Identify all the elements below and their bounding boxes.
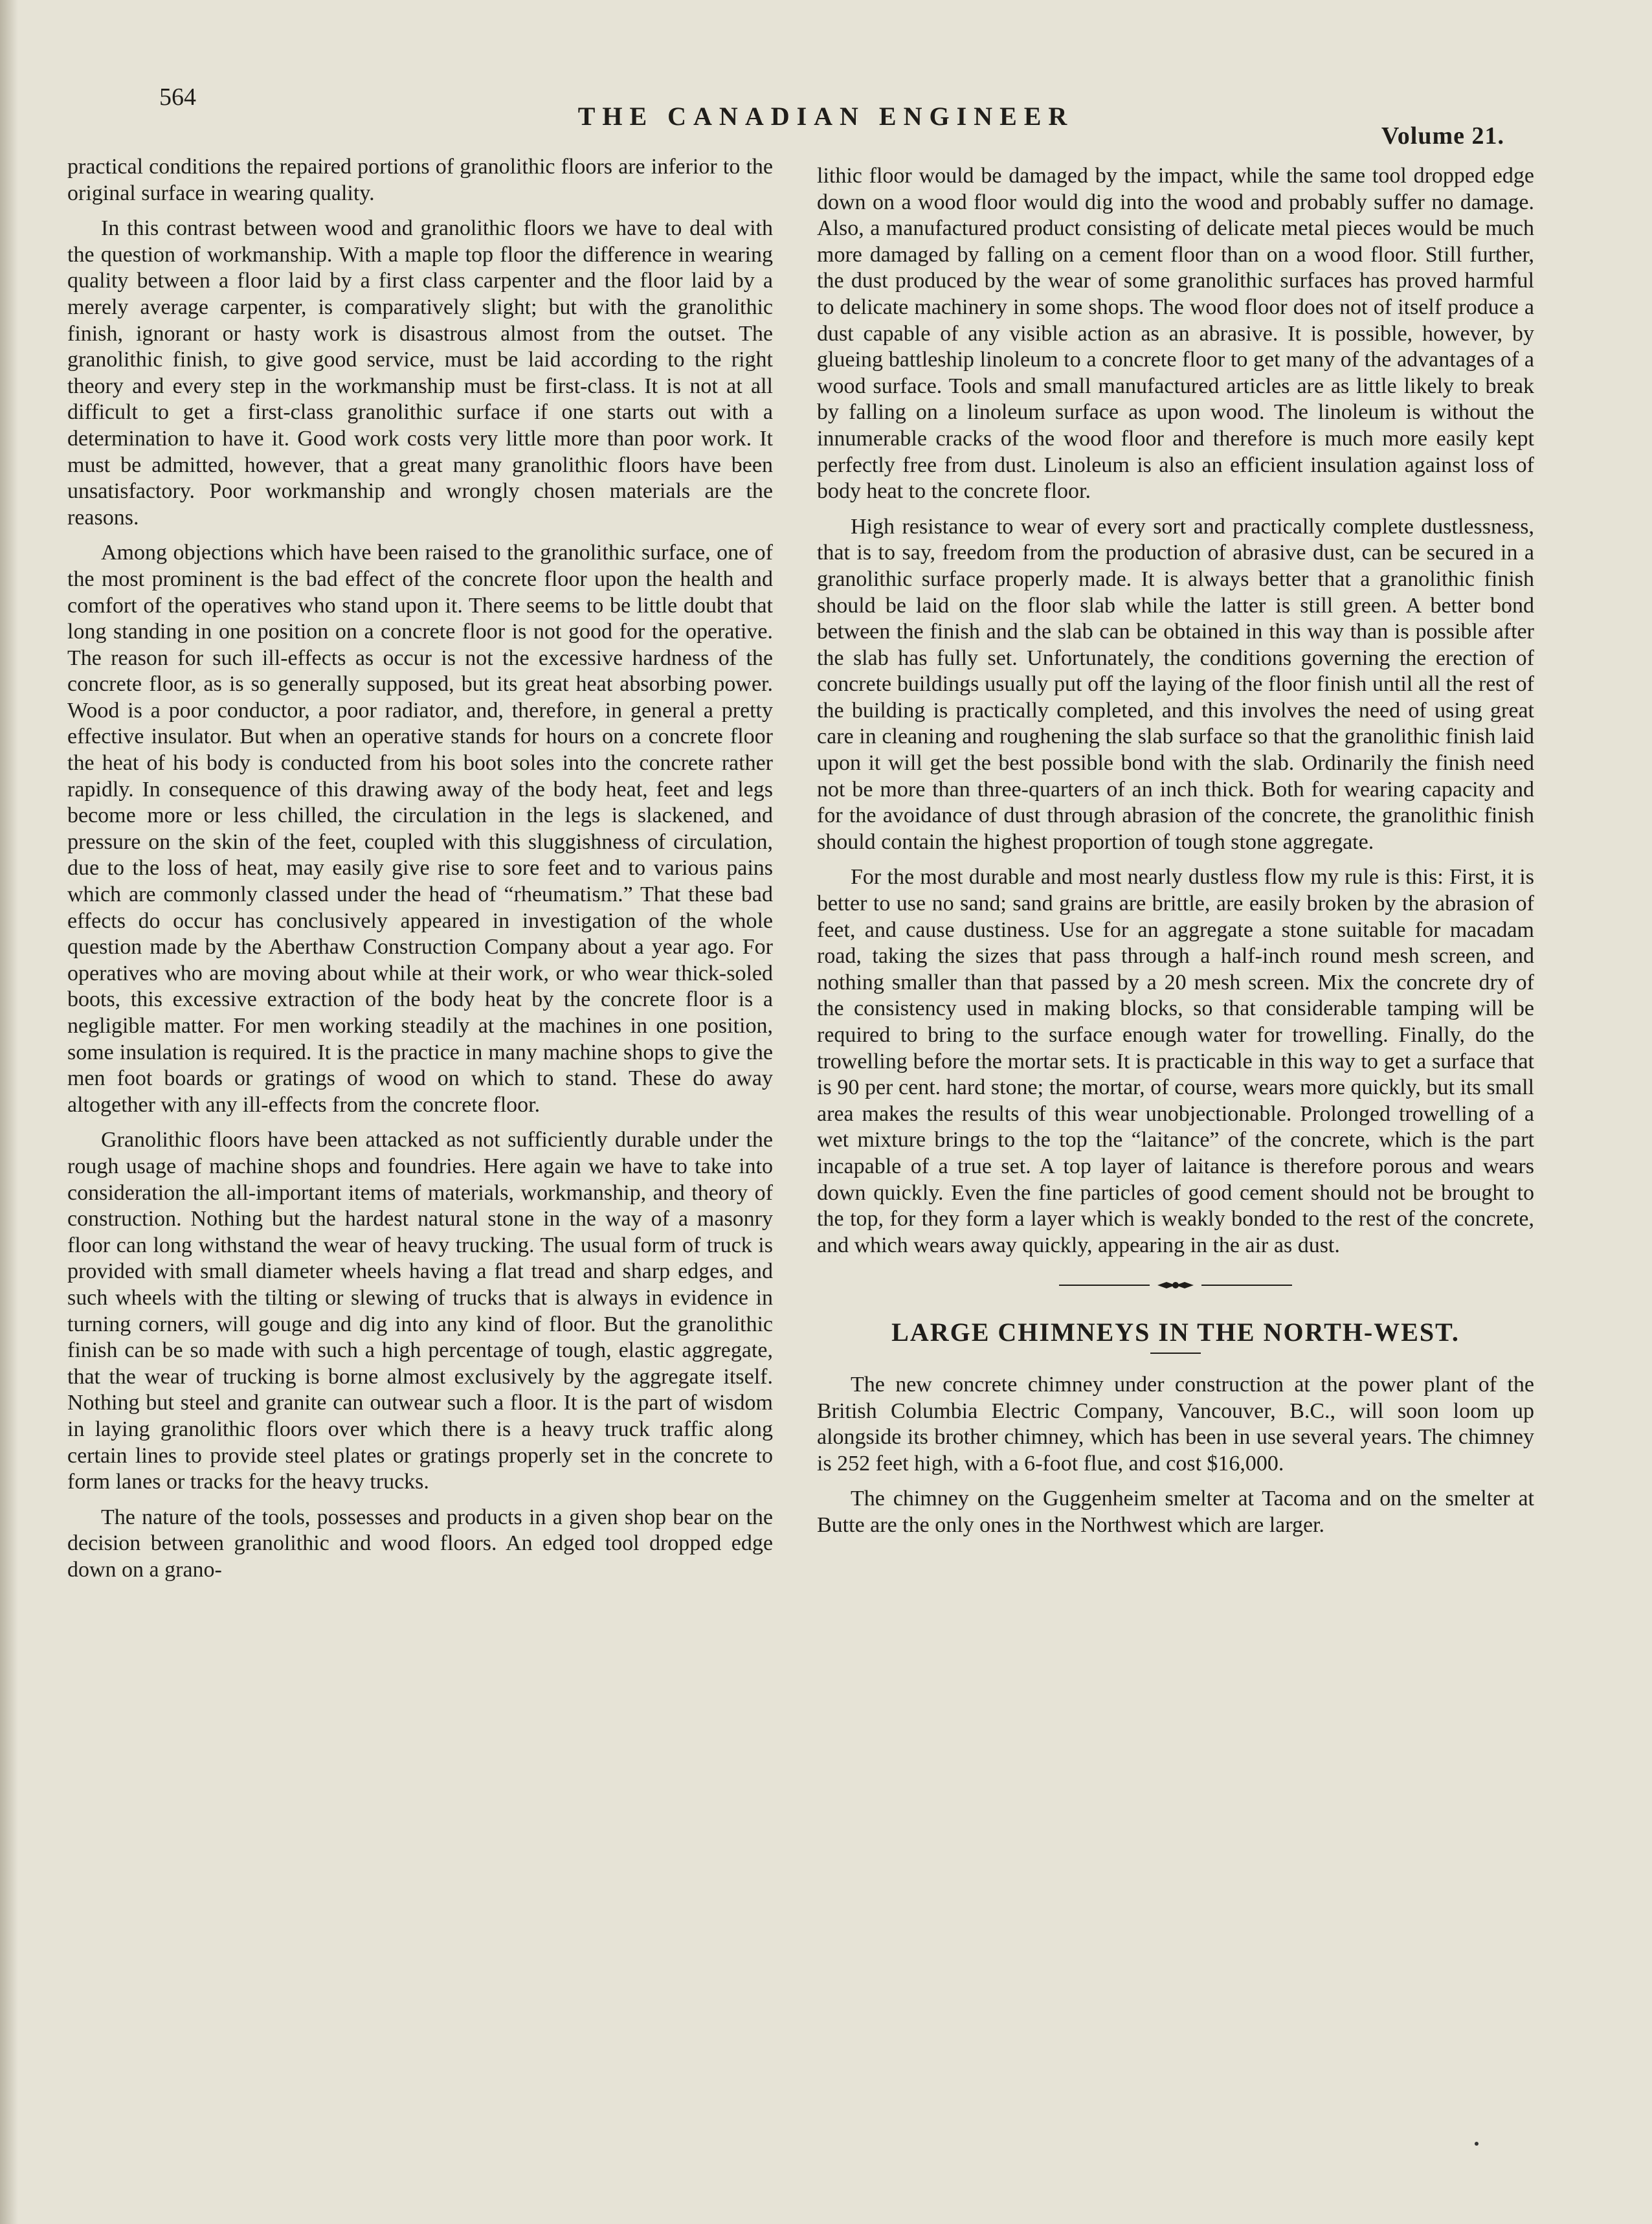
paragraph: In this contrast between wood and granolithic floors we have to deal with the question of workmanship. With a maple top floor the difference in wearing quality between a floor laid by a first class carpenter and the floor laid by a merely average carpenter, is comparatively slight; but with the granolithic finish, ignorant or hasty work is disastrous almost from the outset. The granolithic finish, to give good service, must be laid according to the right theory and every step in the workmanship must be first-class. It is not at all difficult to get a first-class granolithic surface if one starts out with a determination to have it. Good work costs very little more than poor work. It must be admitted, however, that a great many granolithic floors have been unsatisfactory. Poor workmanship and wrongly chosen materials are the reasons. (67, 216, 773, 530)
divider-ornament-icon (1156, 1281, 1195, 1290)
divider-line (1059, 1285, 1150, 1286)
paragraph: Among objections which have been raised to the granolithic surface, one of the most prominent is the bad effect of the concrete floor upon the health and comfort of the operatives who stand upon it. There seems to be little doubt that long standing in one position on a concrete floor is not good for the operative. The reason for such ill-effects as occur is not the excessive hardness of the concrete floor, as is so generally supposed, but its great heat absorbing power. Wood is a poor conductor, a poor radiator, and, therefore, in general a pretty effective insulator. But when an operative stands for hours on a concrete floor the heat of his body is conducted from his boot soles into the concrete rather rapidly. In consequence of this drawing away of the body heat, feet and legs become more or less chilled, the circulation in the legs is slackened, and pressure on the skin of the feet, coupled with this sluggishness of circulation, due to the loss of heat, may easily give rise to sore feet and to various pains which are commonly classed under the head of “rheumatism.” That these bad effects do occur has conclusively appeared in investigation of the whole question made by the Aberthaw Construction Company about a year ago. For operatives who are moving about while at their work, or who wear thick-soled boots, this excessive extraction of the body heat by the concrete floor is a negligible matter. For men working steadily at the machines in one position, some insulation is required. It is the practice in many machine shops to give the men foot boards or gratings of wood on which to stand. These do away altogether with any ill-effects from the concrete floor. (67, 541, 773, 1117)
paragraph: Granolithic floors have been attacked as not sufficiently durable under the rough usage of machine shops and foundries. Here again we have to take into consideration the all-important items of materials, workmanship, and theory of construction. Nothing but the hardest natural stone in the way of a masonry floor can long withstand the wear of heavy trucking. The usual form of truck is provided with small diameter wheels having a flat tread and sharp edges, and such wheels with the tilting or slewing of trucks that is always in evidence in turning corners, will gouge and dig into any kind of floor. But the granolithic finish can be so made with such a high percentage of tough, elastic aggregate, that the wear of trucking is borne almost exclusively by the aggregate itself. Nothing but steel and granite can outwear such a floor. It is the part of wisdom in laying granolithic floors over which there is a heavy truck traffic along certain lines to provide steel plates or gratings properly set in the concrete to form lanes or tracks for the heavy trucks. (67, 1128, 773, 1494)
print-speck (1475, 2142, 1479, 2146)
paragraph: The chimney on the Guggenheim smelter at Tacoma and on the smelter at Butte are the only ones in the Northwest which are larger. (817, 1487, 1534, 1537)
article-title: LARGE CHIMNEYS IN THE NORTH-WEST. (891, 1318, 1460, 1347)
left-column (67, 154, 773, 1592)
paragraph: The new concrete chimney under construction at the power plant of the British Columbia Electric Company, Vancouver, B.C., will soon loom up alongside its brother chimney, which has been in use several years. The chimney is 252 feet high, with a 6-foot flue, and cost $16,000. (817, 1372, 1534, 1476)
running-title: THE CANADIAN ENGINEER (577, 102, 1075, 131)
paragraph: The nature of the tools, possesses and products in a given shop bear on the decision between granolithic and wood floors. An edged tool dropped edge down on a grano- (67, 1505, 773, 1582)
paragraph: practical conditions the repaired portions of granolithic floors are inferior to the original surface in wearing quality. (67, 155, 773, 205)
page-header (0, 76, 1652, 161)
ornamental-divider (1059, 1279, 1292, 1291)
page-number: 564 (159, 84, 196, 111)
divider-line (1201, 1285, 1292, 1286)
right-column (817, 163, 1534, 1548)
paragraph: For the most durable and most nearly dustless flow my rule is this: First, it is better to use no sand; sand grains are brittle, are easily broken by the abrasion of feet, and cause dustiness. Use for an aggregate a stone suitable for macadam road, taking the sizes that pass through a half-inch round mesh screen, and nothing smaller than that passed by a 20 mesh screen. Mix the concrete dry of the consistency used in making blocks, so that considerable tamping will be required to bring to the surface enough water for trowelling. Finally, do the trowelling before the mortar sets. It is practicable in this way to get a surface that is 90 per cent. hard stone; the mortar, of course, wears more quickly, but its small area makes the results of this wear unobjectionable. Prolonged trowelling of a wet mixture brings to the top the “laitance” of the concrete, which is the part incapable of a true set. A top layer of laitance is therefore porous and wears down quickly. Even the fine particles of good cement should not be brought to the top, for they form a layer which is weakly bonded to the rest of the concrete, and which wears away quickly, appearing in the air as dust. (817, 865, 1534, 1257)
volume-label: Volume 21. (1381, 122, 1504, 150)
paragraph: lithic floor would be damaged by the impact, while the same tool dropped edge down on a wood floor would dig into the wood and probably suffer no damage. Also, a manufactured product consisting of delicate metal pieces would be much more damaged by falling on a cement floor than on a wood floor. Still further, the dust produced by the wear of some granolithic surfaces has proved harmful to delicate machinery in some shops. The wood floor does not of itself produce a dust capable of any visible action as an abrasive. It is possible, however, by glueing battleship linoleum to a concrete floor to get many of the advantages of a wood surface. Tools and small manufactured articles are as little likely to break by falling on a linoleum surface as upon wood. The linoleum is without the innumerable cracks of the wood floor and therefore is much more easily kept perfectly free from dust. Linoleum is also an efficient insulation against loss of body heat to the concrete floor. (817, 164, 1534, 504)
page-binding-shadow (0, 0, 18, 2224)
paragraph: High resistance to wear of every sort and practically complete dustlessness, that is to say, freedom from the production of abrasive dust, can be secured in a granolithic surface properly made. It is always better that a granolithic finish should be laid on the floor slab while the latter is still green. A better bond between the finish and the slab can be obtained in this way than is possible after the slab has fully set. Unfortunately, the conditions governing the erection of concrete buildings usually put off the laying of the floor finish until all the rest of the building is practically completed, and this involves the need of using great care in cleaning and roughening the slab surface so that the granolithic finish laid upon it will get the best possible bond with the slab. Ordinarily the finish need not be more than three-quarters of an inch thick. Both for wearing capacity and for the avoidance of dust through abrasion of the concrete, the granolithic finish should contain the highest proportion of tough stone aggregate. (817, 514, 1534, 854)
title-rule (1150, 1353, 1201, 1354)
